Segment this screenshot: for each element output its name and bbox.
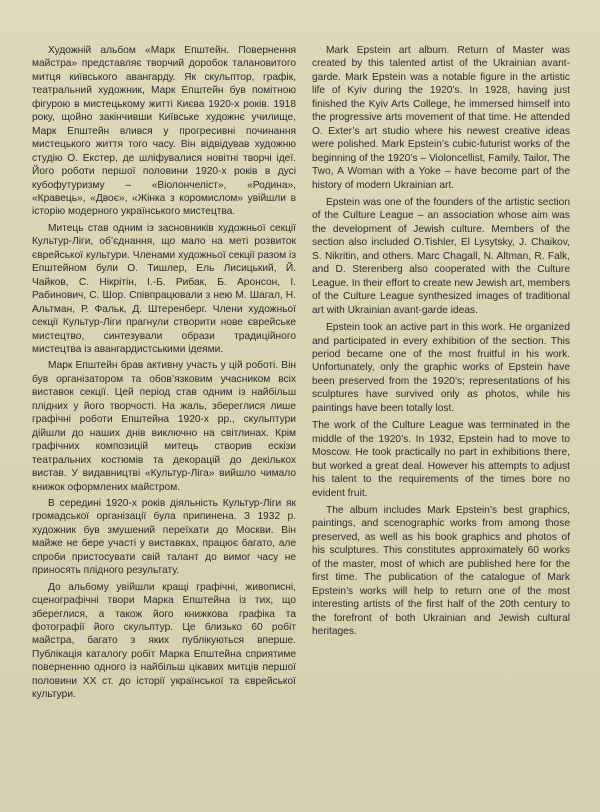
ua-paragraph-intro: Художній альбом «Марк Епштейн. Повернення майстра» представляє творчий доробок талановитого митця київського авангарду. Як скульптор, графік, театральний художник, Марк Епштейн був помітною фігурою в мистецькому житті Києва 1920-х років. 1918 року, щойно закінчивши Київське художнє училище, Марк Епштейн влився у прогресивні починання мистецького життя того часу. Він відвідував художню студію О. Екстер, де шліфувалися новітні творчі ідеї. Його роботи першої половини 1920-х років в дусі кубофутуризму – «Віолончеліст», «Родина», «Кравець», «Двоє», «Жінка з коромислом» увійшли в історію модерного українського мистецтва. — [32, 45, 296, 218]
english-text-column — [312, 44, 570, 642]
en-paragraph-album: The album includes Mark Epstein’s best graphics, paintings, and scenographic works from among those preserved, as well as his book graphics and photos of his sculptures. This constitutes approximately 60 works of the master, most of which are published here for the first time. The publication of the catalogue of Mark Epstein’s works will help to return one of the most interesting artists of the first half of the 20th century to the forefront of both Ukrainian and Jewish cultural heritages. — [312, 504, 570, 638]
ua-paragraph-activity: Марк Епштейн брав активну участь у цій роботі. Він був організатором та обов’язковим учасником всіх виставок секції. Цей період став одним із найбільш плідних у його творчості. На жаль, збереглися лише графічні роботи Епштейна 1920-х рр., скульптури дійшли до наших днів виключно на світлинах. Крім графічних композицій митець створив ескізи театральних костюмів та декорацій до декількох вистав. У видавництві «Культур-Ліга» вийшло чимало книжок оформлених майстром. — [32, 360, 296, 493]
en-paragraph-culture-league: Epstein was one of the founders of the artistic section of the Culture League – an association whose aim was the development of Jewish culture. Members of the section also included O.Tishler, El Lysytsky, J. Chaikov, S. Nikritin, and others. Marc Chagall, N. Altman, R. Falk, and D. Sterenberg also cooperated with the Culture League. In their effort to create new Jewish art, members of the Culture League synthesized images of traditional art with Ukrainian avant-garde ideas. — [312, 196, 570, 316]
en-paragraph-intro: Mark Epstein art album. Return of Master was created by this talented artist of the Ukrainian avant-garde. Mark Epstein was a notable figure in the artistic life of Kyiv during the 1920’s. In 1928, having just finished the Kyiv Arts College, he immersed himself into the progressive arts movement of that time. He attended O. Exter’s art studio where his newest creative ideas were polished. Mark Epstein’s cubic-futurist works of the beginning of the 1920’s – Violoncellist, Family, Tailor, The Two, A Woman with a Yoke – have become part of the history of modern Ukrainian art. — [312, 45, 570, 191]
en-paragraph-activity: Epstein took an active part in this work. He organized and participated in every exhibition of the section. This period became one of the most fruitful in his work. Unfortunately, only the graphic works of Epstein have been preserved from the 1920’s; representations of his sculptures have survived only as photos, while his paintings have been totally lost. — [312, 322, 570, 414]
ua-paragraph-culture-league: Митець став одним із засновників художньої секції Культур-Ліги, об’єднання, що мало на меті розвиток єврейської культури. Членами художньої секції разом із Епштейном були О. Тишлер, Ель Лисицький, Й. Чайков, С. Нікрітін, І.-Б. Рибак, Б. Аронсон, І. Рабинович, С. Шор. Співпрацювали з нею М. Шагал, Н. Альтман, Р. Фальк, Д. Штеренберг. Члени художньої секції Культур-Ліги прагнули створити нове єврейське мистецтво, синтезували образи традиційного мистецтва із авангардистськими ідеями. — [32, 222, 296, 355]
ua-paragraph-album: До альбому увійшли кращі графічні, живописні, сценографічні твори Марка Епштейна із тих, що збереглися, а також його книжкова графіка та фотографії його скульптур. Це близько 60 робіт майстра, багато з яких публікуються вперше. Публікація каталогу робіт Марка Епштейна сприятиме поверненню одного із найбільш цікавих митців першої половини XX ст. до історії української та єврейської культури. — [32, 581, 296, 701]
en-paragraph-moscow: The work of the Culture League was terminated in the middle of the 1920’s. In 1932, Epstein had to move to Moscow. He took practically no part in exhibitions there, but worked a great deal. However his attempts to adjust his talent to the requirements of the times bore no evident fruit. — [312, 420, 570, 499]
ukrainian-text-column — [32, 44, 296, 705]
ua-paragraph-moscow: В середині 1920-х років діяльність Культур-Ліги як громадської організації була припинена. З 1932 р. художник був змушений переїхати до Москви. Він майже не бере участі у виставках, працює багато, але спроби пристосувати свій талант до вимог часу не приносять плідного результату. — [32, 497, 296, 577]
